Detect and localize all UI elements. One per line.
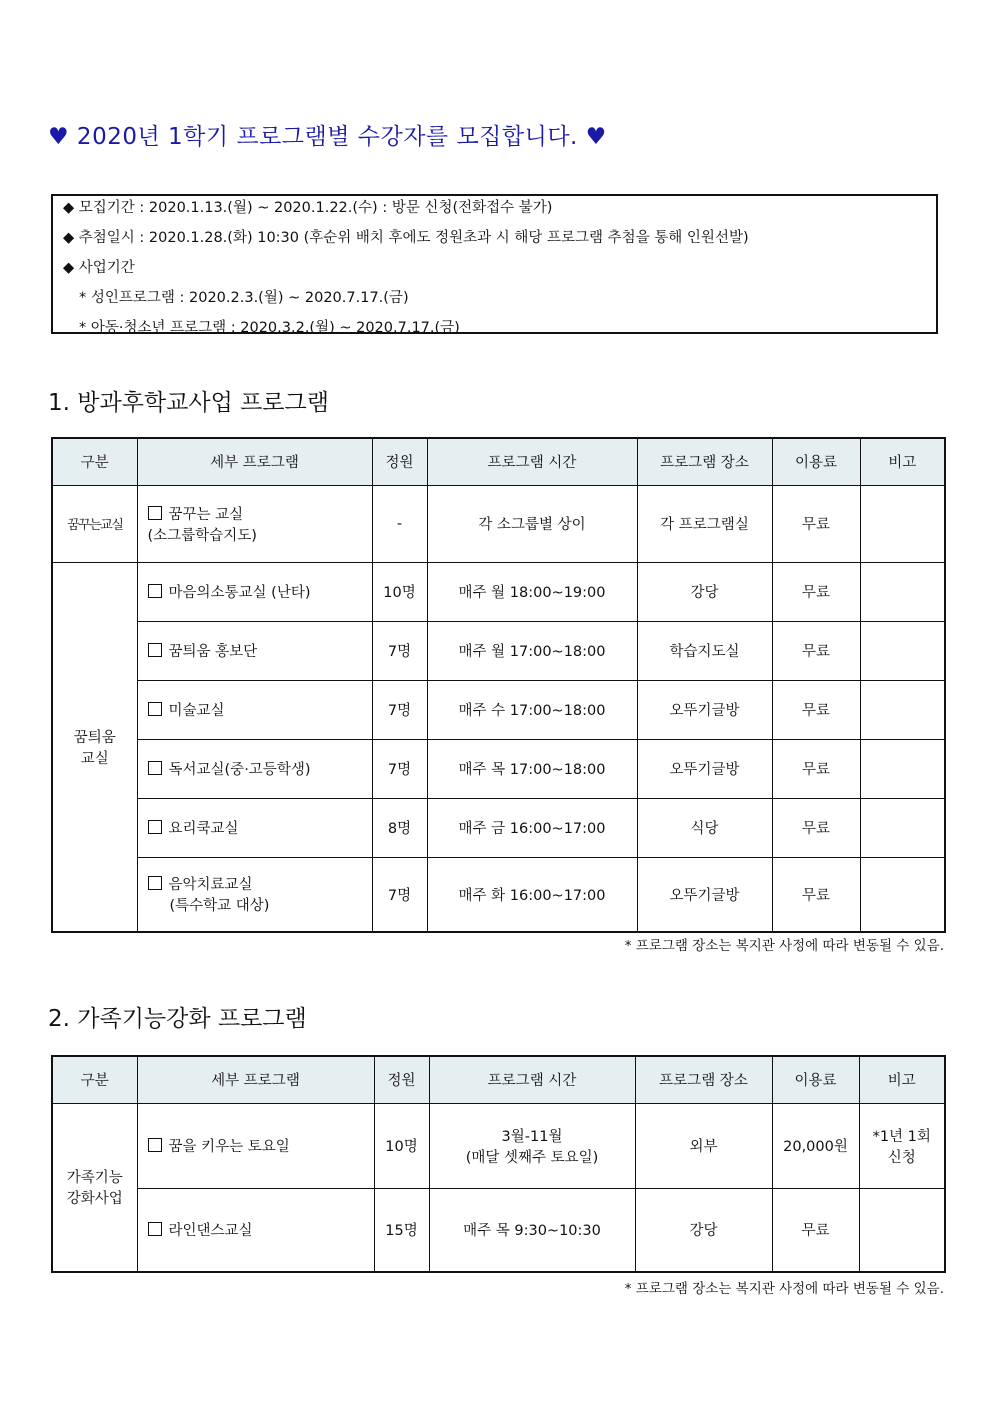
table-row [52,739,945,798]
checkbox-icon [148,584,162,598]
header-note: 비고 [860,438,945,485]
header-place: 프로그램 장소 [637,438,772,485]
checkbox-icon [148,876,162,890]
section2-footnote: * 프로그램 장소는 복지관 사정에 따라 변동될 수 있음. [624,1281,944,1297]
checkbox-icon [148,643,162,657]
time-cell: 매주 수 17:00~18:00 [427,680,637,739]
program-cell: 요리쿡교실 [137,798,372,857]
section2-table [51,1055,946,1273]
program-cell: 음악치료교실 (특수학교 대상) [137,857,372,932]
capacity-cell: 7명 [372,739,427,798]
time-cell: 매주 목 17:00~18:00 [427,739,637,798]
header-place: 프로그램 장소 [635,1056,772,1103]
fee-cell: 무료 [772,1188,859,1272]
header-program: 세부 프로그램 [137,438,372,485]
fee-cell: 무료 [772,562,860,621]
fee-cell: 무료 [772,739,860,798]
table-row [52,1188,945,1272]
info-youth-period: * 아동·청소년 프로그램 : 2020.3.2.(월) ~ 2020.7.17.(금) [79,320,460,336]
program-cell: 미술교실 [137,680,372,739]
time-cell: 각 소그룹별 상이 [427,485,637,562]
place-cell: 식당 [637,798,772,857]
category-cell: 가족기능 강화사업 [52,1103,137,1272]
category-cell: 꿈틔움 교실 [52,562,137,932]
fee-cell: 무료 [772,621,860,680]
table-row [52,1103,945,1188]
note-cell: *1년 1회 신청 [859,1103,945,1188]
place-cell: 학습지도실 [637,621,772,680]
header-note: 비고 [859,1056,945,1103]
header-time: 프로그램 시간 [427,438,637,485]
place-cell: 오뚜기글방 [637,739,772,798]
capacity-cell: 15명 [374,1188,429,1272]
capacity-cell: 7명 [372,857,427,932]
page-title: ♥ 2020년 1학기 프로그램별 수강자를 모집합니다. ♥ [48,124,607,150]
place-cell: 강당 [635,1188,772,1272]
table-row [52,562,945,621]
fee-cell: 무료 [772,798,860,857]
program-cell: 꿈틔움 홍보단 [137,621,372,680]
info-recruit-period: ◆ 모집기간 : 2020.1.13.(월) ~ 2020.1.22.(수) : 방문 신청(전화접수 불가) [63,200,553,216]
header-fee: 이용료 [772,1056,859,1103]
info-business-period: ◆ 사업기간 [63,260,135,276]
table-row [52,680,945,739]
fee-cell: 20,000원 [772,1103,859,1188]
header-program: 세부 프로그램 [137,1056,374,1103]
time-cell: 매주 월 18:00~19:00 [427,562,637,621]
table-row [52,485,945,562]
category-cell: 꿈꾸는교실 [52,485,137,562]
program-cell: 라인댄스교실 [137,1188,374,1272]
note-cell [859,1188,945,1272]
place-cell: 강당 [637,562,772,621]
note-cell [860,621,945,680]
header-capacity: 정원 [372,438,427,485]
place-cell: 오뚜기글방 [637,857,772,932]
capacity-cell: 7명 [372,680,427,739]
place-cell: 외부 [635,1103,772,1188]
note-cell [860,680,945,739]
capacity-cell: 10명 [374,1103,429,1188]
time-cell: 매주 금 16:00~17:00 [427,798,637,857]
program-cell: 독서교실(중·고등학생) [137,739,372,798]
checkbox-icon [148,702,162,716]
checkbox-icon [148,1138,162,1152]
table-header-row [52,438,945,485]
time-cell: 매주 화 16:00~17:00 [427,857,637,932]
header-time: 프로그램 시간 [429,1056,635,1103]
program-cell: 꿈꾸는 교실 (소그룹학습지도) [137,485,372,562]
table-header-row [52,1056,945,1103]
fee-cell: 무료 [772,857,860,932]
checkbox-icon [148,761,162,775]
section1-title: 1. 방과후학교사업 프로그램 [48,390,329,416]
recruitment-info-box [51,194,938,334]
place-cell: 각 프로그램실 [637,485,772,562]
section2-title: 2. 가족기능강화 프로그램 [48,1006,307,1032]
note-cell [860,485,945,562]
program-cell: 꿈을 키우는 토요일 [137,1103,374,1188]
note-cell [860,798,945,857]
note-cell [860,562,945,621]
capacity-cell: 10명 [372,562,427,621]
header-fee: 이용료 [772,438,860,485]
time-cell: 매주 월 17:00~18:00 [427,621,637,680]
header-capacity: 정원 [374,1056,429,1103]
fee-cell: 무료 [772,485,860,562]
checkbox-icon [148,820,162,834]
program-cell: 마음의소통교실 (난타) [137,562,372,621]
capacity-cell: - [372,485,427,562]
header-category: 구분 [52,438,137,485]
info-lottery-date: ◆ 추첨일시 : 2020.1.28.(화) 10:30 (후순위 배치 후에도 정원초과 시 해당 프로그램 추첨을 통해 인원선발) [63,230,749,246]
note-cell [860,739,945,798]
header-category: 구분 [52,1056,137,1103]
note-cell [860,857,945,932]
checkbox-icon [148,1222,162,1236]
section1-footnote: * 프로그램 장소는 복지관 사정에 따라 변동될 수 있음. [624,938,944,954]
table-row [52,857,945,932]
table-row [52,798,945,857]
fee-cell: 무료 [772,680,860,739]
section1-table [51,437,946,933]
checkbox-icon [148,506,162,520]
table-row [52,621,945,680]
time-cell: 매주 목 9:30~10:30 [429,1188,635,1272]
capacity-cell: 8명 [372,798,427,857]
place-cell: 오뚜기글방 [637,680,772,739]
time-cell: 3월-11월 (매달 셋째주 토요일) [429,1103,635,1188]
capacity-cell: 7명 [372,621,427,680]
info-adult-period: * 성인프로그램 : 2020.2.3.(월) ~ 2020.7.17.(금) [79,290,409,306]
